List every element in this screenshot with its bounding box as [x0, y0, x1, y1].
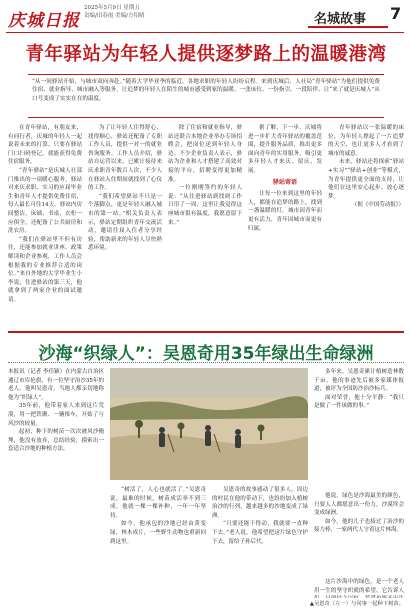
article2-headline: 沙海“织绿人”：吴恩奇用35年绿出生命绿洲 — [38, 344, 374, 364]
article2-col-3 — [212, 486, 308, 612]
paragraph: 为了让年轻人住得舒心、找得顺心，驿站还配备了专职工作人员，提供一对一的就业咨询服务。工作人员介绍，驿站自运营以来，已累计接待来庆求职青年数百人次，不少人在驿站入住期间就找到了心仪的工作。 — [88, 125, 162, 192]
article2-body — [8, 368, 404, 612]
photo-caption: ▲吴恩奇（左一）与同事一起种下树苗。 — [309, 601, 404, 607]
paragraph: 如今，他承包的沙地已经由黄变绿，林木成片，一些野生动物也重新回到这里。 — [110, 521, 206, 545]
paragraph: 他说，绿色是沙海最美的颜色，只要人人都愿意出一份力，沙漠终会变成绿洲。 — [314, 493, 404, 517]
article2-col-6 — [314, 578, 404, 598]
planting-photo — [110, 368, 308, 480]
planting-photo-image — [110, 368, 308, 480]
section-label-box — [308, 6, 388, 28]
issue-info — [84, 4, 144, 20]
paragraph: 让每一位来到这里的年轻人，都能在追梦的路上，找到一盏温暖的灯。城市因青年而更有活力，青年因城市而更有归属。 — [248, 191, 322, 232]
article2-col-2 — [110, 486, 206, 612]
article1-body — [8, 124, 404, 330]
paragraph: “青年驿站”是庆城人社部门推出的一项暖心服务，驿站对来庆求职、实习的应届毕业生和青年人才提供免费住宿，每人最长可住14天。驿站内房间整洁，床铺、书桌、衣柜一应俱全，还配备了公共厨房和洗衣房。 — [8, 167, 82, 235]
issue-editors: 责编/田春霞 美编/方绍晴 — [84, 13, 145, 19]
issue-date: 2025年5月9日 星期五 — [84, 5, 140, 11]
masthead: 庆城日报 — [8, 11, 80, 31]
section-divider — [8, 331, 404, 333]
paragraph: 吴恩奇的故事感动了很多人。周边的村民在他的带动下，也纷纷加入植树治沙的行列，越来越多的沙地变成了绿洲。 — [212, 487, 308, 519]
paragraph: 这片沙海中的绿色，是一个老人用一生的坚守织就的希望。它告诉人 — [314, 579, 404, 594]
paragraph: 多年来，吴恩奇累计植树造林数千亩，他的事迹先后被多家媒体报道，被评为全国防沙治沙标兵。 — [314, 369, 404, 393]
article2-col-4 — [314, 368, 404, 488]
paragraph: 在青年驿站，有朋友来，有同行者，庆城的年轻人一起说着未来的打算。只要在驿站门口扫码登记，就能获得免费住宿服务。 — [8, 125, 82, 166]
paragraph: 起初，种下的树苗一次次被风沙掩埋，他没有放弃，总结经验，摸索出一套适合沙地的种植方法。 — [8, 429, 104, 453]
article2-col-1 — [8, 368, 104, 612]
page-header — [0, 0, 410, 36]
article1-col-4 — [248, 124, 322, 330]
paragraph: 未来，驿站还将探索“驿站+实习”“驿站+创业”等模式，为青年提供更全面的支持，让他们在这里安心起步、放心逐梦。 — [328, 159, 404, 200]
dotted-rule — [8, 362, 404, 363]
paragraph: 本报讯（记者 李佳颖）在内蒙古自治区通辽市库伦旗，有一位坚守治沙35年的老人。他叫吴恩奇，当地人都亲切地称他为“织绿人”。 — [8, 369, 104, 401]
paragraph: 如今，他的儿子也接过了治沙的接力棒，一家两代人守着这片林海。 — [314, 518, 404, 534]
section-name: 名城故事 — [314, 12, 367, 27]
subheading: 驿站寄语 — [272, 178, 297, 186]
paragraph: 面对荣誉，他十分平静：“我只是做了一件该做的事。” — [314, 394, 404, 410]
paragraph: “树活了，人心也就活了。”吴恩奇说，最难的时候，树苗成活率不到三成，他就一棵一棵补种，一年一年坚持。 — [110, 487, 206, 519]
article2-col-5 — [314, 492, 404, 576]
paragraph: 据了解，下一步，庆城将进一步扩大青年驿站的覆盖范围，提升服务品质，推出更多面向青年的实用服务，吸引更多年轻人才来庆、留庆、发展。 — [248, 125, 322, 174]
page-number: 7 — [390, 4, 402, 23]
paragraph: “只要还能干得动，我就要一直种下去。”老人说，他希望把这片绿色守护下去，留给子孙后代。 — [212, 521, 308, 545]
header-rule — [6, 32, 404, 33]
article1-col-2 — [88, 124, 162, 330]
article1-col-1 — [8, 124, 82, 330]
paragraph: 35年前，他带着家人来到这片荒漠，用一把铁锹、一辆推车，开始了与风沙的较量。 — [8, 403, 104, 427]
article1-headline: 青年驿站为年轻人提供逐梦路上的温暖港湾 — [25, 44, 387, 65]
source-note: （据《中国劳动报》） — [351, 202, 404, 209]
paragraph: “我们希望驿站不只是一个落脚点，更是年轻人融入城市的第一站。”相关负责人表示，驿站定期组织青年交流活动，邀请往届入住者分享经验，帮助新来的年轻人尽快熟悉环境。 — [88, 193, 162, 252]
paragraph: 除了住宿和就业指导，驿站还联合本地企业举办专场招聘会，把岗位送到年轻人身边。不少企业负责人表示，驿站为企业和人才搭建了高效对接的平台，招聘变得更加精准。 — [168, 125, 242, 183]
paragraph: 一位刚刚签约的年轻人说：“从住进驿站到找到工作只用了一周，这里让我觉得这座城市很有温度，我愿意留下来。” — [168, 185, 242, 226]
paragraph: “我们在驿站里不但有房住，还能参加就业讲座、政策解读和企业参观，工作人员会根据我的专业推荐合适的岗位。”来自外地的大学毕业生小李说，住进驿站的第三天，他就拿到了两家企业的面试邀请。 — [8, 236, 82, 303]
article1-col-3 — [168, 124, 242, 330]
article1-col-5 — [328, 124, 404, 330]
paragraph: 青年驿站以一张温暖的床位，为年轻人撑起了一片追梦的天空，也让更多人才看到了城市的诚意。 — [328, 125, 404, 157]
article1-lead: “从一间驿站开始，与城市双向奔赴。”随着大学毕业季的临近，各地求职的年轻人纷纷启程。来到庆城后，人社局“青年驿站”为他们提供免费住宿、就业指导、城市融入等服务，让追梦的年轻人在陌生的城市感受到家的温暖。一张床位、一份指引、一段陪伴，让“来了就是庆城人”从口号变成了实实在在的温度。 — [28, 74, 384, 118]
